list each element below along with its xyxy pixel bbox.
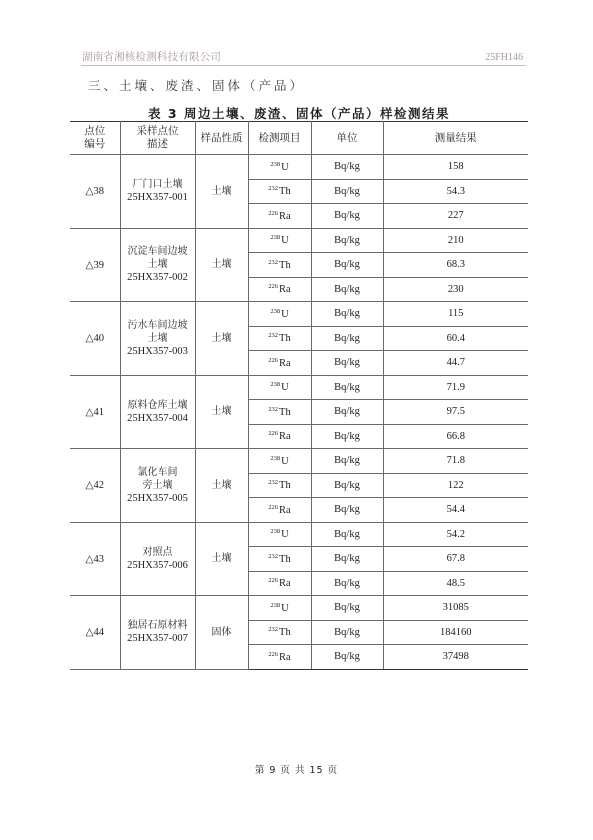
test-item-cell — [248, 449, 311, 474]
sample-description-cell — [120, 596, 195, 670]
result-value-cell: 71.8 — [383, 449, 528, 474]
table-row — [70, 522, 528, 547]
isotope-mass-number: 226 — [268, 283, 279, 291]
table-row — [70, 155, 528, 180]
sample-description-line: 土壤 — [147, 259, 168, 271]
header-divider — [81, 65, 526, 66]
element-symbol: Th — [279, 333, 291, 345]
element-symbol: Ra — [279, 210, 291, 222]
result-value-cell: 54.3 — [383, 179, 528, 204]
sample-description-line: 对照点 — [142, 546, 173, 558]
table-row — [70, 228, 528, 253]
isotope-mass-number: 226 — [268, 577, 279, 585]
unit-cell: Bq/kg — [311, 547, 383, 572]
test-item-cell — [248, 155, 311, 180]
isotope-mass-number: 238 — [270, 601, 281, 609]
element-symbol: Th — [279, 406, 291, 418]
result-value-cell: 184160 — [383, 620, 528, 645]
unit-cell: Bq/kg — [311, 571, 383, 596]
table-row — [70, 302, 528, 327]
isotope-mass-number: 232 — [268, 479, 279, 487]
isotope-mass-number: 238 — [270, 307, 281, 315]
header-report-number: 25FH146 — [485, 52, 523, 63]
element-symbol: Ra — [279, 284, 291, 296]
test-item-cell — [248, 400, 311, 425]
sample-nature-cell: 土壤 — [195, 375, 248, 449]
sample-code: 25HX357-006 — [127, 559, 188, 571]
result-value-cell: 71.9 — [383, 375, 528, 400]
test-item-cell — [248, 302, 311, 327]
unit-cell: Bq/kg — [311, 449, 383, 474]
results-table — [70, 121, 528, 670]
table-row — [70, 449, 528, 474]
isotope-mass-number: 238 — [270, 454, 281, 462]
element-symbol: U — [281, 529, 289, 541]
element-symbol: Ra — [279, 504, 291, 516]
element-symbol: Ra — [279, 578, 291, 590]
test-item-cell — [248, 204, 311, 229]
result-value-cell: 122 — [383, 473, 528, 498]
test-item-cell — [248, 596, 311, 621]
col-header-unit: 单位 — [311, 122, 383, 155]
test-item-cell — [248, 645, 311, 670]
isotope-mass-number: 232 — [268, 552, 279, 560]
test-item-cell — [248, 620, 311, 645]
sample-description-line: 土壤 — [147, 332, 168, 344]
sample-code: 25HX357-004 — [127, 412, 188, 424]
sample-description-line: 氯化车间 — [137, 466, 178, 478]
isotope-mass-number: 238 — [270, 160, 281, 168]
unit-cell: Bq/kg — [311, 204, 383, 229]
unit-cell: Bq/kg — [311, 326, 383, 351]
unit-cell: Bq/kg — [311, 424, 383, 449]
sample-description-cell — [120, 449, 195, 523]
unit-cell: Bq/kg — [311, 179, 383, 204]
element-symbol: U — [281, 602, 289, 614]
element-symbol: U — [281, 161, 289, 173]
section-title: 三、土壤、废渣、固体（产品） — [88, 78, 306, 93]
header-company: 湖南省湘核检测科技有限公司 — [82, 51, 222, 63]
sample-code: 25HX357-007 — [127, 633, 188, 645]
table-header-row — [70, 122, 528, 155]
test-item-cell — [248, 547, 311, 572]
result-value-cell: 48.5 — [383, 571, 528, 596]
element-symbol: Ra — [279, 651, 291, 663]
result-value-cell: 37498 — [383, 645, 528, 670]
isotope-mass-number: 232 — [268, 185, 279, 193]
point-number-cell: △42 — [70, 449, 120, 523]
test-item-cell — [248, 179, 311, 204]
result-value-cell: 158 — [383, 155, 528, 180]
isotope-mass-number: 238 — [270, 234, 281, 242]
result-value-cell: 97.5 — [383, 400, 528, 425]
result-value-cell: 31085 — [383, 596, 528, 621]
sample-description-line: 原料仓库土壤 — [127, 399, 188, 411]
result-value-cell: 67.8 — [383, 547, 528, 572]
test-item-cell — [248, 253, 311, 278]
point-number-cell: △43 — [70, 522, 120, 596]
test-item-cell — [248, 424, 311, 449]
point-number-cell: △40 — [70, 302, 120, 376]
sample-description-cell — [120, 375, 195, 449]
isotope-mass-number: 226 — [268, 356, 279, 364]
table-row — [70, 596, 528, 621]
unit-cell: Bq/kg — [311, 228, 383, 253]
sample-code: 25HX357-005 — [127, 492, 188, 504]
element-symbol: Th — [279, 627, 291, 639]
isotope-mass-number: 226 — [268, 430, 279, 438]
unit-cell: Bq/kg — [311, 351, 383, 376]
result-value-cell: 115 — [383, 302, 528, 327]
isotope-mass-number: 238 — [270, 528, 281, 536]
unit-cell: Bq/kg — [311, 400, 383, 425]
element-symbol: U — [281, 382, 289, 394]
sample-description-line: 厂门口土壤 — [132, 179, 183, 191]
col-header-point-no: 点位 编号 — [70, 122, 120, 155]
sample-code: 25HX357-003 — [127, 345, 188, 357]
sample-description-cell — [120, 522, 195, 596]
table-row — [70, 375, 528, 400]
isotope-mass-number: 226 — [268, 209, 279, 217]
unit-cell: Bq/kg — [311, 645, 383, 670]
sample-description-cell — [120, 155, 195, 229]
sample-nature-cell: 土壤 — [195, 449, 248, 523]
result-value-cell: 230 — [383, 277, 528, 302]
page-footer: 第 9 页 共 15 页 — [254, 765, 339, 776]
test-item-cell — [248, 375, 311, 400]
result-value-cell: 60.4 — [383, 326, 528, 351]
table-caption: 表 3 周边土壤、废渣、固体（产品）样检测结果 — [148, 106, 450, 121]
unit-cell: Bq/kg — [311, 253, 383, 278]
col-header-result: 测量结果 — [383, 122, 528, 155]
result-value-cell: 210 — [383, 228, 528, 253]
test-item-cell — [248, 473, 311, 498]
unit-cell: Bq/kg — [311, 522, 383, 547]
sample-nature-cell: 土壤 — [195, 228, 248, 302]
element-symbol: Ra — [279, 357, 291, 369]
unit-cell: Bq/kg — [311, 473, 383, 498]
test-item-cell — [248, 522, 311, 547]
sample-code: 25HX357-002 — [127, 272, 188, 284]
element-symbol: U — [281, 235, 289, 247]
test-item-cell — [248, 571, 311, 596]
point-number-cell: △41 — [70, 375, 120, 449]
unit-cell: Bq/kg — [311, 375, 383, 400]
table-body — [70, 155, 528, 670]
sample-code: 25HX357-001 — [127, 192, 188, 204]
test-item-cell — [248, 277, 311, 302]
test-item-cell — [248, 351, 311, 376]
element-symbol: Th — [279, 553, 291, 565]
isotope-mass-number: 232 — [268, 626, 279, 634]
point-number-cell: △38 — [70, 155, 120, 229]
unit-cell: Bq/kg — [311, 620, 383, 645]
isotope-mass-number: 226 — [268, 503, 279, 511]
sample-description-line: 旁土壤 — [142, 479, 173, 491]
result-value-cell: 44.7 — [383, 351, 528, 376]
sample-nature-cell: 土壤 — [195, 302, 248, 376]
sample-description-line: 独居石原材料 — [127, 620, 188, 632]
unit-cell: Bq/kg — [311, 596, 383, 621]
element-symbol: U — [281, 455, 289, 467]
unit-cell: Bq/kg — [311, 302, 383, 327]
isotope-mass-number: 232 — [268, 405, 279, 413]
col-header-nature: 样品性质 — [195, 122, 248, 155]
element-symbol: Th — [279, 480, 291, 492]
test-item-cell — [248, 498, 311, 523]
col-header-sample-desc: 采样点位 描述 — [120, 122, 195, 155]
isotope-mass-number: 226 — [268, 650, 279, 658]
isotope-mass-number: 238 — [270, 381, 281, 389]
element-symbol: U — [281, 308, 289, 320]
col-header-item: 检测项目 — [248, 122, 311, 155]
test-item-cell — [248, 228, 311, 253]
sample-description-cell — [120, 302, 195, 376]
result-value-cell: 54.2 — [383, 522, 528, 547]
element-symbol: Th — [279, 259, 291, 271]
sample-description-cell — [120, 228, 195, 302]
isotope-mass-number: 232 — [268, 258, 279, 266]
unit-cell: Bq/kg — [311, 155, 383, 180]
sample-description-line: 污水车间边坡 — [127, 319, 188, 331]
point-number-cell: △39 — [70, 228, 120, 302]
result-value-cell: 54.4 — [383, 498, 528, 523]
unit-cell: Bq/kg — [311, 277, 383, 302]
point-number-cell: △44 — [70, 596, 120, 670]
test-item-cell — [248, 326, 311, 351]
result-value-cell: 66.8 — [383, 424, 528, 449]
result-value-cell: 68.3 — [383, 253, 528, 278]
element-symbol: Th — [279, 186, 291, 198]
sample-nature-cell: 土壤 — [195, 155, 248, 229]
result-value-cell: 227 — [383, 204, 528, 229]
element-symbol: Ra — [279, 431, 291, 443]
isotope-mass-number: 232 — [268, 332, 279, 340]
sample-nature-cell: 土壤 — [195, 522, 248, 596]
unit-cell: Bq/kg — [311, 498, 383, 523]
sample-nature-cell: 固体 — [195, 596, 248, 670]
sample-description-line: 沉淀车间边坡 — [127, 246, 188, 258]
